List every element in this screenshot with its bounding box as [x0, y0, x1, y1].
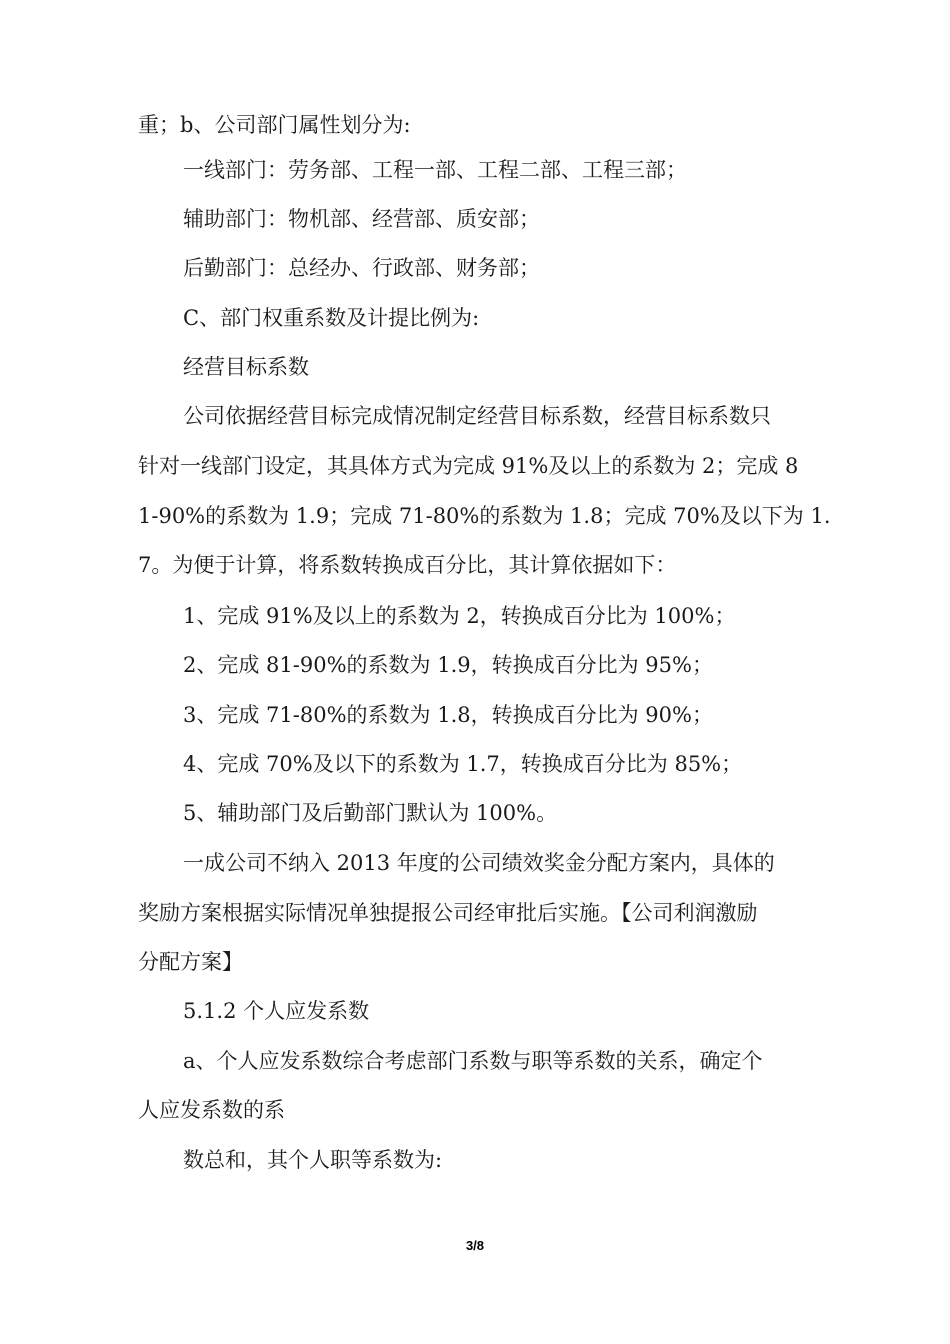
list-item: 2、完成 81-90%的系数为 1.9，转换成百分比为 95%；: [183, 653, 713, 677]
text-line: 一成公司不纳入 2013 年度的公司绩效奖金分配方案内，具体的: [183, 851, 775, 875]
section-heading: 5.1.2 个人应发系数: [183, 999, 370, 1023]
list-item: 3、完成 71-80%的系数为 1.8，转换成百分比为 90%；: [183, 703, 713, 727]
text-line: a、个人应发系数综合考虑部门系数与职等系数的关系，确定个: [183, 1049, 763, 1073]
text-line: 公司依据经营目标完成情况制定经营目标系数，经营目标系数只: [183, 404, 771, 428]
text-line: 辅助部门：物机部、经营部、质安部；: [183, 207, 540, 231]
text-line: 奖励方案根据实际情况单独提报公司经审批后实施。【公司利润激励: [138, 901, 758, 925]
text-line: 后勤部门：总经办、行政部、财务部；: [183, 256, 540, 280]
page-number: 3/8: [465, 1238, 485, 1253]
text-line: 一线部门：劳务部、工程一部、工程二部、工程三部；: [183, 158, 687, 182]
list-item: 5、辅助部门及后勤部门默认为 100%。: [183, 801, 558, 825]
text-line: C、部门权重系数及计提比例为:: [183, 306, 480, 330]
section-heading: 经营目标系数: [183, 355, 309, 379]
text-line: 重；b、公司部门属性划分为:: [138, 113, 411, 137]
text-line: 针对一线部门设定，其具体方式为完成 91%及以上的系数为 2；完成 8: [138, 454, 799, 478]
text-line: 数总和，其个人职等系数为:: [183, 1148, 443, 1172]
list-item: 4、完成 70%及以下的系数为 1.7，转换成百分比为 85%；: [183, 752, 743, 776]
list-item: 1、完成 91%及以上的系数为 2，转换成百分比为 100%；: [183, 604, 736, 628]
text-line: 人应发系数的系: [138, 1098, 285, 1122]
text-line: 1-90%的系数为 1.9；完成 71-80%的系数为 1.8；完成 70%及以下为 1.: [138, 504, 831, 528]
text-line: 7。为便于计算，将系数转换成百分比，其计算依据如下：: [138, 553, 677, 577]
text-line: 分配方案】: [138, 950, 243, 974]
